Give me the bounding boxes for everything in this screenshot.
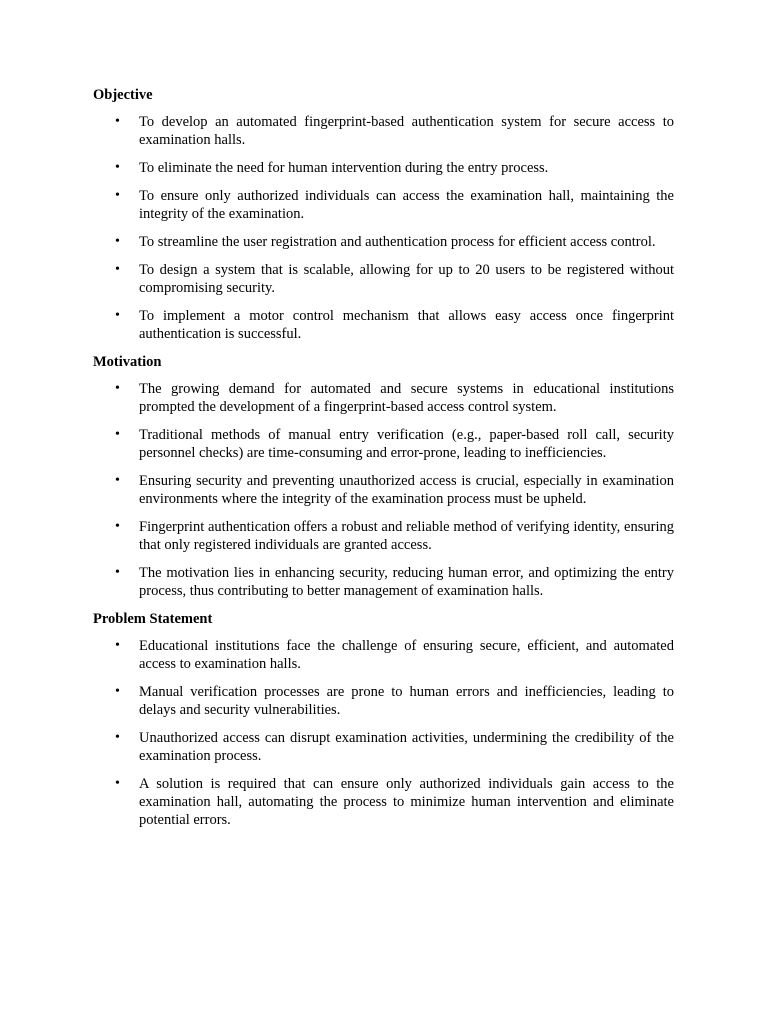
list-item — [93, 113, 674, 149]
bullet-icon: • — [115, 776, 120, 791]
bullet-icon: • — [115, 160, 120, 175]
bullet-icon: • — [115, 262, 120, 277]
list-item-text: Manual verification processes are prone to human errors and inefficiencies, leading to delays and security vulnerabilities. — [139, 684, 674, 718]
section-objective — [93, 86, 674, 343]
list-item-text: Ensuring security and preventing unauthorized access is crucial, especially in examination environments where the integrity of the examination process must be upheld. — [139, 473, 674, 507]
list-item-text: To streamline the user registration and authentication process for efficient access control. — [139, 234, 656, 250]
list-item — [93, 187, 674, 223]
list-item — [93, 683, 674, 719]
list-item-text: The growing demand for automated and secure systems in educational institutions prompted the development of a fingerprint-based access control system. — [139, 381, 674, 415]
list-item — [93, 472, 674, 508]
bullet-icon: • — [115, 473, 120, 488]
bullet-icon: • — [115, 188, 120, 203]
list-item — [93, 159, 674, 177]
list-item-text: To ensure only authorized individuals can access the examination hall, maintaining the integrity of the examination. — [139, 188, 674, 222]
list-item — [93, 233, 674, 251]
list-item-text: To develop an automated fingerprint-based authentication system for secure access to examination halls. — [139, 114, 674, 148]
bullet-list — [93, 380, 674, 600]
list-item — [93, 775, 674, 829]
list-item-text: To eliminate the need for human intervention during the entry process. — [139, 160, 549, 176]
list-item — [93, 518, 674, 554]
list-item — [93, 261, 674, 297]
section-problem-statement — [93, 610, 674, 829]
bullet-icon: • — [115, 565, 120, 580]
section-heading: Objective — [93, 87, 153, 103]
bullet-icon: • — [115, 114, 120, 129]
list-item-text: Unauthorized access can disrupt examination activities, undermining the credibility of the examination process. — [139, 730, 674, 764]
list-item — [93, 307, 674, 343]
list-item-text: Fingerprint authentication offers a robust and reliable method of verifying identity, ensuring that only registered individuals are granted access. — [139, 519, 674, 553]
list-item — [93, 426, 674, 462]
section-motivation — [93, 353, 674, 600]
section-heading: Problem Statement — [93, 611, 213, 627]
bullet-list — [93, 113, 674, 343]
list-item — [93, 637, 674, 673]
document-page — [93, 86, 674, 839]
list-item — [93, 380, 674, 416]
list-item-text: A solution is required that can ensure only authorized individuals gain access to the examination hall, automating the process to minimize human intervention and eliminate potential errors. — [139, 776, 674, 828]
bullet-icon: • — [115, 427, 120, 442]
bullet-icon: • — [115, 234, 120, 249]
list-item — [93, 729, 674, 765]
list-item-text: The motivation lies in enhancing security, reducing human error, and optimizing the entry process, thus contributing to better management of examination halls. — [139, 565, 674, 599]
list-item-text: Educational institutions face the challenge of ensuring secure, efficient, and automated access to examination halls. — [139, 638, 674, 672]
list-item-text: Traditional methods of manual entry verification (e.g., paper-based roll call, security personnel checks) are time-consuming and error-prone, leading to inefficiencies. — [139, 427, 674, 461]
bullet-icon: • — [115, 381, 120, 396]
section-heading: Motivation — [93, 354, 162, 370]
bullet-icon: • — [115, 638, 120, 653]
bullet-icon: • — [115, 519, 120, 534]
list-item-text: To implement a motor control mechanism that allows easy access once fingerprint authentication is successful. — [139, 308, 674, 342]
bullet-icon: • — [115, 308, 120, 323]
list-item — [93, 564, 674, 600]
list-item-text: To design a system that is scalable, allowing for up to 20 users to be registered without compromising security. — [139, 262, 674, 296]
bullet-icon: • — [115, 730, 120, 745]
bullet-list — [93, 637, 674, 829]
bullet-icon: • — [115, 684, 120, 699]
